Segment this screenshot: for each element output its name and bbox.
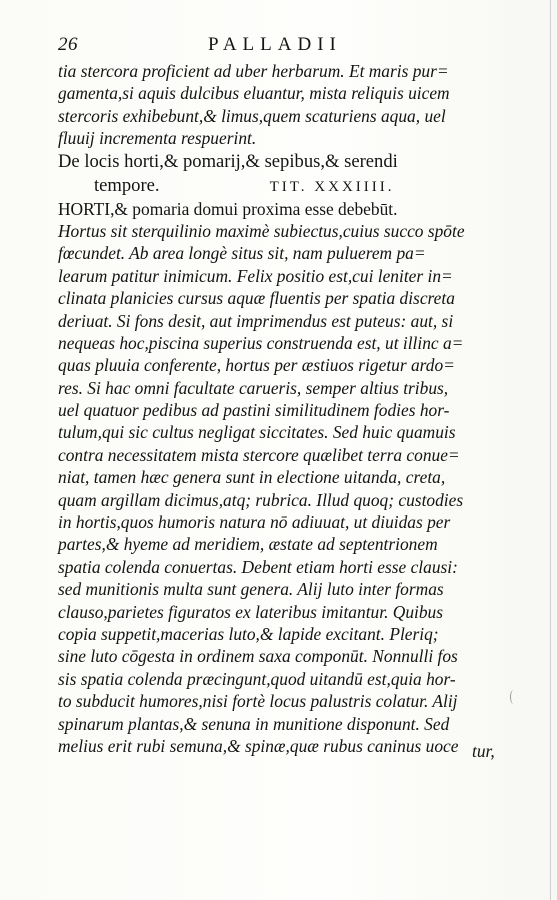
text-line: niat, tamen hæc genera sunt in electione uitanda, creta,	[58, 467, 446, 488]
margin-mark	[510, 690, 517, 704]
text-line: HORTI,& pomaria domui proxima esse debebūt.	[58, 198, 398, 219]
text-line: spinarum plantas,& senuna in munitione disponunt. Sed	[58, 713, 450, 734]
text-line: nequeas hoc,piscina superius construenda est, ut illinc a=	[58, 332, 464, 353]
text-line: sed munitionis multa sunt genera. Alij luto inter formas	[58, 579, 444, 600]
text-line: melius erit rubi semuna,& spinæ,quæ rubus caninus uoce	[58, 735, 459, 756]
text-line: clauso,parietes figuratos ex lateribus imitantur. Quibus	[58, 601, 444, 622]
text-line: fœcundet. Ab area longè situs sit, nam puluerem pa=	[58, 243, 426, 264]
text-line: sine luto cōgesta in ordinem saxa componūt. Nonnulli fos	[58, 646, 458, 667]
catchword: tur,	[472, 741, 495, 761]
text-block	[58, 60, 504, 757]
text-line: learum patitur inimicum. Felix positio est,cui leniter in=	[58, 265, 453, 286]
text-line: to subducit humores,nisi fortè locus palustris colatur. Alij	[58, 691, 458, 712]
chapter-number: TIT. XXXIIII.	[269, 178, 395, 195]
text-line: gamenta,si aquis dulcibus eluantur, mista reliquis uicem	[58, 83, 450, 104]
text-line: res. Si hac omni facultate carueris, semper altius tribus,	[58, 377, 449, 398]
running-head: PALLADII	[208, 34, 342, 55]
text-line: quam argillam dicimus,atq; rubrica. Illud quoq; custodies	[58, 489, 464, 510]
text-line: spatia colenda conuertas. Debent etiam horti esse clausi:	[58, 556, 458, 577]
text-line: tulum,qui sic cultus negligat siccitates. Sed huic quamuis	[58, 422, 456, 443]
text-line: deriuat. Si fons desit, aut imprimendus est puteus: aut, si	[58, 310, 454, 331]
page-header	[58, 34, 498, 54]
text-line: contra necessitatem mista stercore quælibet terra conue=	[58, 444, 460, 465]
chapter-heading-continued	[58, 174, 504, 198]
text-line: quas pluuia conferente, hortus per æstiuos rigetur ardo=	[58, 355, 455, 376]
text-line: in hortis,quos humoris natura nō adiuuat, ut diuidas per	[58, 512, 451, 533]
text-line: uel quatuor pedibus ad pastini similitudinem fodies hor-	[58, 400, 450, 421]
text-line: tia stercora proficient ad uber herbarum. Et maris pur=	[58, 61, 449, 81]
page-edge-line	[550, 0, 551, 900]
text-line: copia suppetit,macerias luto,& lapide excitant. Pleriq;	[58, 623, 439, 644]
text-line: Hortus sit sterquilinio maximè subiectus,cuius succo spōte	[58, 220, 465, 241]
page-number: 26	[58, 34, 78, 55]
text-line: fluuij incrementa respuerint.	[58, 128, 257, 149]
text-line: sis spatia colenda præcingunt,quod uitandū est,quia hor-	[58, 668, 456, 689]
chapter-heading-end: tempore.	[94, 174, 160, 196]
text-line: partes,& hyeme ad meridiem, æstate ad septentrionem	[58, 534, 438, 555]
text-line: stercoris exhibebunt,& limus,quem scaturiens aqua, uel	[58, 105, 446, 126]
text-line: clinata planicies cursus aquæ fluentis per spatia discreta	[58, 288, 455, 309]
chapter-heading: De locis horti,& pomarij,& sepibus,& serendi	[58, 150, 398, 172]
